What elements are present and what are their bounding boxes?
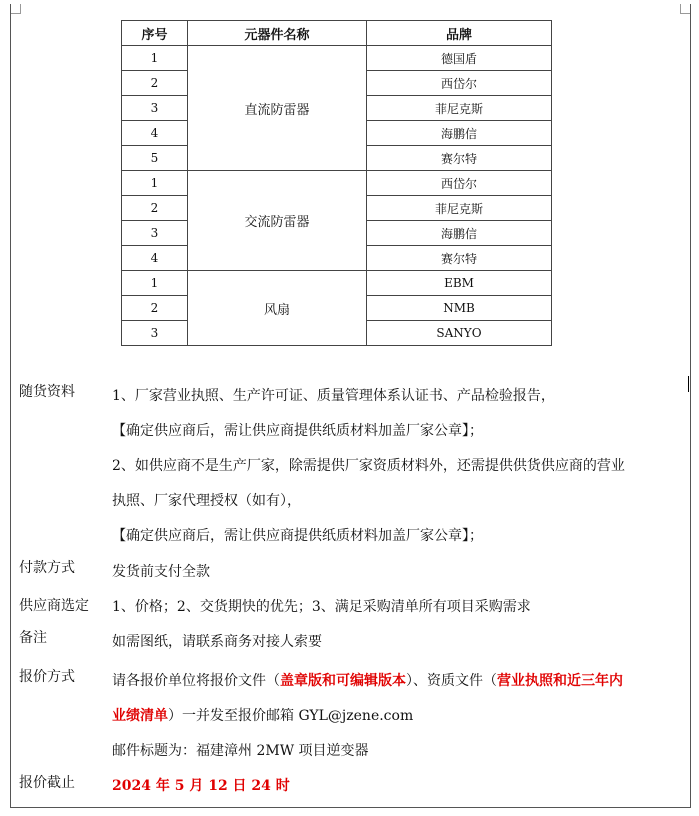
docs-line-1: 1、厂家营业执照、生产许可证、质量管理体系认证书、产品检验报告，	[112, 388, 555, 404]
serial-cell: 3	[122, 96, 188, 121]
serial-cell: 3	[122, 221, 188, 246]
quote-email-text: ）一并发至报价邮箱 GYL@jzene.com	[168, 708, 414, 724]
brand-cell: EBM	[367, 271, 552, 296]
corner-mark-left	[11, 4, 21, 14]
brand-cell: 西岱尔	[367, 71, 552, 96]
component-name-ac-spd: 交流防雷器	[188, 171, 367, 271]
quote-text: 请各报价单位将报价文件（	[112, 673, 280, 689]
brand-cell: 西岱尔	[367, 171, 552, 196]
deadline-text: 2024 年 5 月 12 日 24 时	[112, 778, 290, 794]
deadline-label: 报价截止	[19, 775, 75, 791]
serial-cell: 2	[122, 296, 188, 321]
serial-cell: 4	[122, 121, 188, 146]
table-row	[122, 171, 552, 196]
serial-cell: 1	[122, 271, 188, 296]
corner-mark-right	[680, 4, 690, 14]
table-header-row	[122, 21, 552, 46]
supplier-selection-text: 1、价格；2、交货期快的优先；3、满足采购清单所有项目采购需求	[112, 599, 531, 615]
docs-line-4: 执照、厂家代理授权（如有），	[112, 493, 301, 509]
serial-cell: 5	[122, 146, 188, 171]
serial-cell: 3	[122, 321, 188, 346]
brand-cell: 菲尼克斯	[367, 96, 552, 121]
quote-method-line-2	[112, 705, 687, 725]
quote-method-line-1	[112, 670, 687, 690]
note-text: 如需图纸，请联系商务对接人索要	[112, 634, 322, 650]
quote-highlight-stamped: 盖章版和可编辑版本	[280, 673, 406, 689]
serial-cell: 4	[122, 246, 188, 271]
quote-highlight-license: 营业执照和近三年内	[497, 673, 623, 689]
table-row	[122, 271, 552, 296]
table-row	[122, 46, 552, 71]
serial-cell: 2	[122, 71, 188, 96]
header-component-name: 元器件名称	[188, 21, 367, 46]
docs-line-2: 【确定供应商后，需让供应商提供纸质材料加盖厂家公章】；	[112, 423, 483, 439]
payment-text: 发货前支付全款	[112, 564, 210, 580]
payment-label: 付款方式	[19, 560, 75, 576]
serial-cell: 2	[122, 196, 188, 221]
brand-cell: 赛尔特	[367, 146, 552, 171]
component-name-dc-spd: 直流防雷器	[188, 46, 367, 171]
brand-cell: 海鹏信	[367, 121, 552, 146]
docs-line-3: 2、如供应商不是生产厂家，除需提供厂家资质材料外，还需提供供货供应商的营业	[112, 458, 625, 474]
supplier-selection-label: 供应商选定	[19, 598, 89, 614]
note-label: 备注	[19, 630, 47, 646]
quote-method-label: 报价方式	[19, 669, 75, 685]
brand-cell: SANYO	[367, 321, 552, 346]
brand-cell: 赛尔特	[367, 246, 552, 271]
brand-cell: NMB	[367, 296, 552, 321]
component-name-fan: 风扇	[188, 271, 367, 346]
serial-cell: 1	[122, 46, 188, 71]
header-serial: 序号	[122, 21, 188, 46]
text-cursor	[688, 376, 689, 392]
quote-text: ）、资质文件（	[406, 673, 497, 689]
quote-highlight-performance: 业绩清单	[112, 708, 168, 724]
brand-cell: 德国盾	[367, 46, 552, 71]
docs-line-5: 【确定供应商后，需让供应商提供纸质材料加盖厂家公章】；	[112, 528, 483, 544]
component-brand-table	[121, 20, 552, 346]
mail-subject-text: 邮件标题为：福建漳州 2MW 项目逆变器	[112, 743, 369, 759]
header-brand: 品牌	[367, 21, 552, 46]
docs-label: 随货资料	[19, 384, 75, 400]
brand-cell: 菲尼克斯	[367, 196, 552, 221]
brand-cell: 海鹏信	[367, 221, 552, 246]
serial-cell: 1	[122, 171, 188, 196]
